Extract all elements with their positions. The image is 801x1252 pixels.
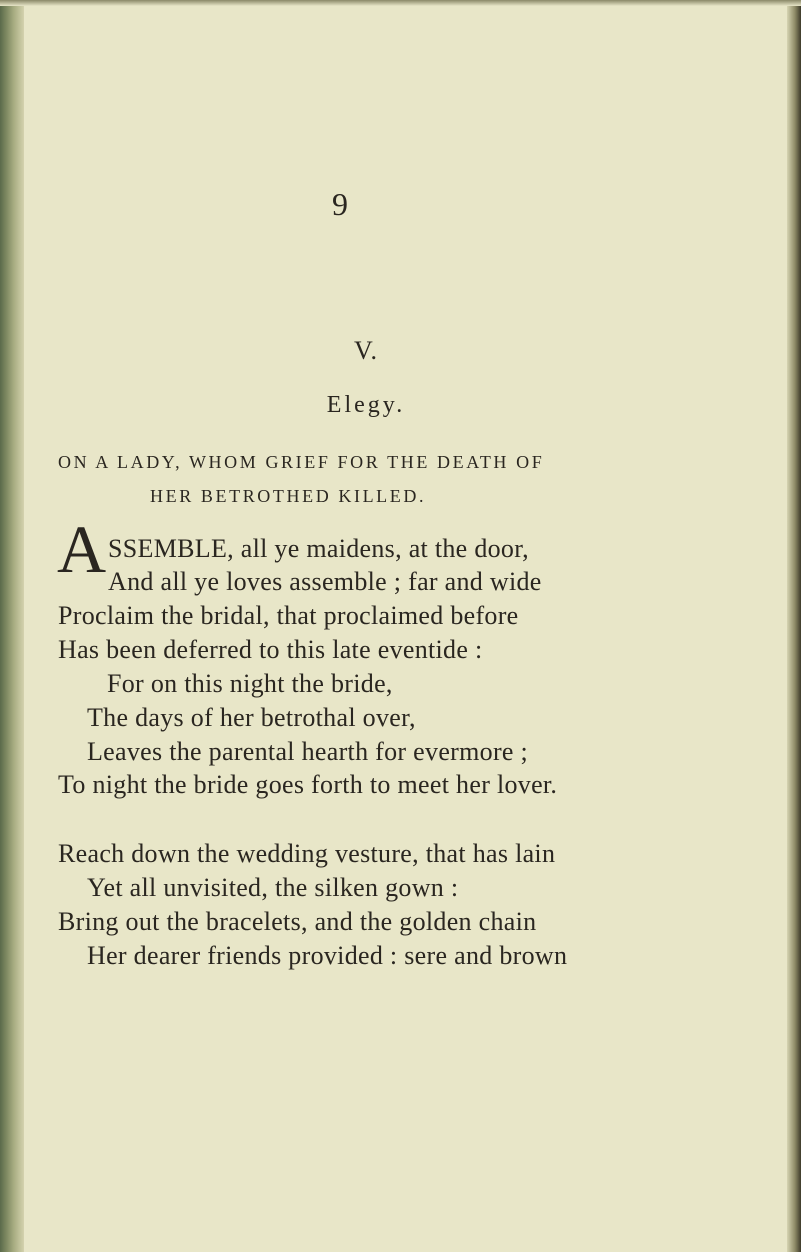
stanza-2-line-1: Reach down the wedding vesture, that has lain — [58, 839, 556, 868]
page-number: 9 — [332, 186, 348, 222]
stanza-2-line-4: Her dearer friends provided : sere and brown — [87, 941, 568, 970]
stanza-2-line-2: Yet all unvisited, the silken gown : — [87, 873, 459, 902]
stanza-1-line-3: Proclaim the bridal, that proclaimed before — [58, 601, 519, 630]
stanza-1-line-1: SSEMBLE, all ye maidens, at the door, — [108, 534, 529, 563]
stanza-1-line-4: Has been deferred to this late eventide : — [58, 635, 483, 664]
stanza-1-line-2: And all ye loves assemble ; far and wide — [108, 567, 542, 596]
poem-subtitle-line-2: HER BETROTHED KILLED. — [150, 486, 427, 506]
section-number: V. — [354, 336, 378, 365]
poem-title: Elegy. — [326, 392, 406, 418]
page-edge-shadow — [787, 0, 801, 1252]
poem-subtitle-line-1: ON A LADY, WHOM GRIEF FOR THE DEATH OF — [58, 452, 545, 472]
stanza-1-line-6: The days of her betrothal over, — [87, 703, 416, 732]
stanza-2-line-3: Bring out the bracelets, and the golden chain — [58, 907, 537, 936]
drop-cap: A — [57, 511, 107, 587]
stanza-1-line-7: Leaves the parental hearth for evermore ; — [87, 737, 529, 766]
page-top-edge — [0, 0, 801, 6]
stanza-1-line-8: To night the bride goes forth to meet her lover. — [58, 770, 558, 799]
stanza-1-line-5: For on this night the bride, — [107, 669, 393, 698]
